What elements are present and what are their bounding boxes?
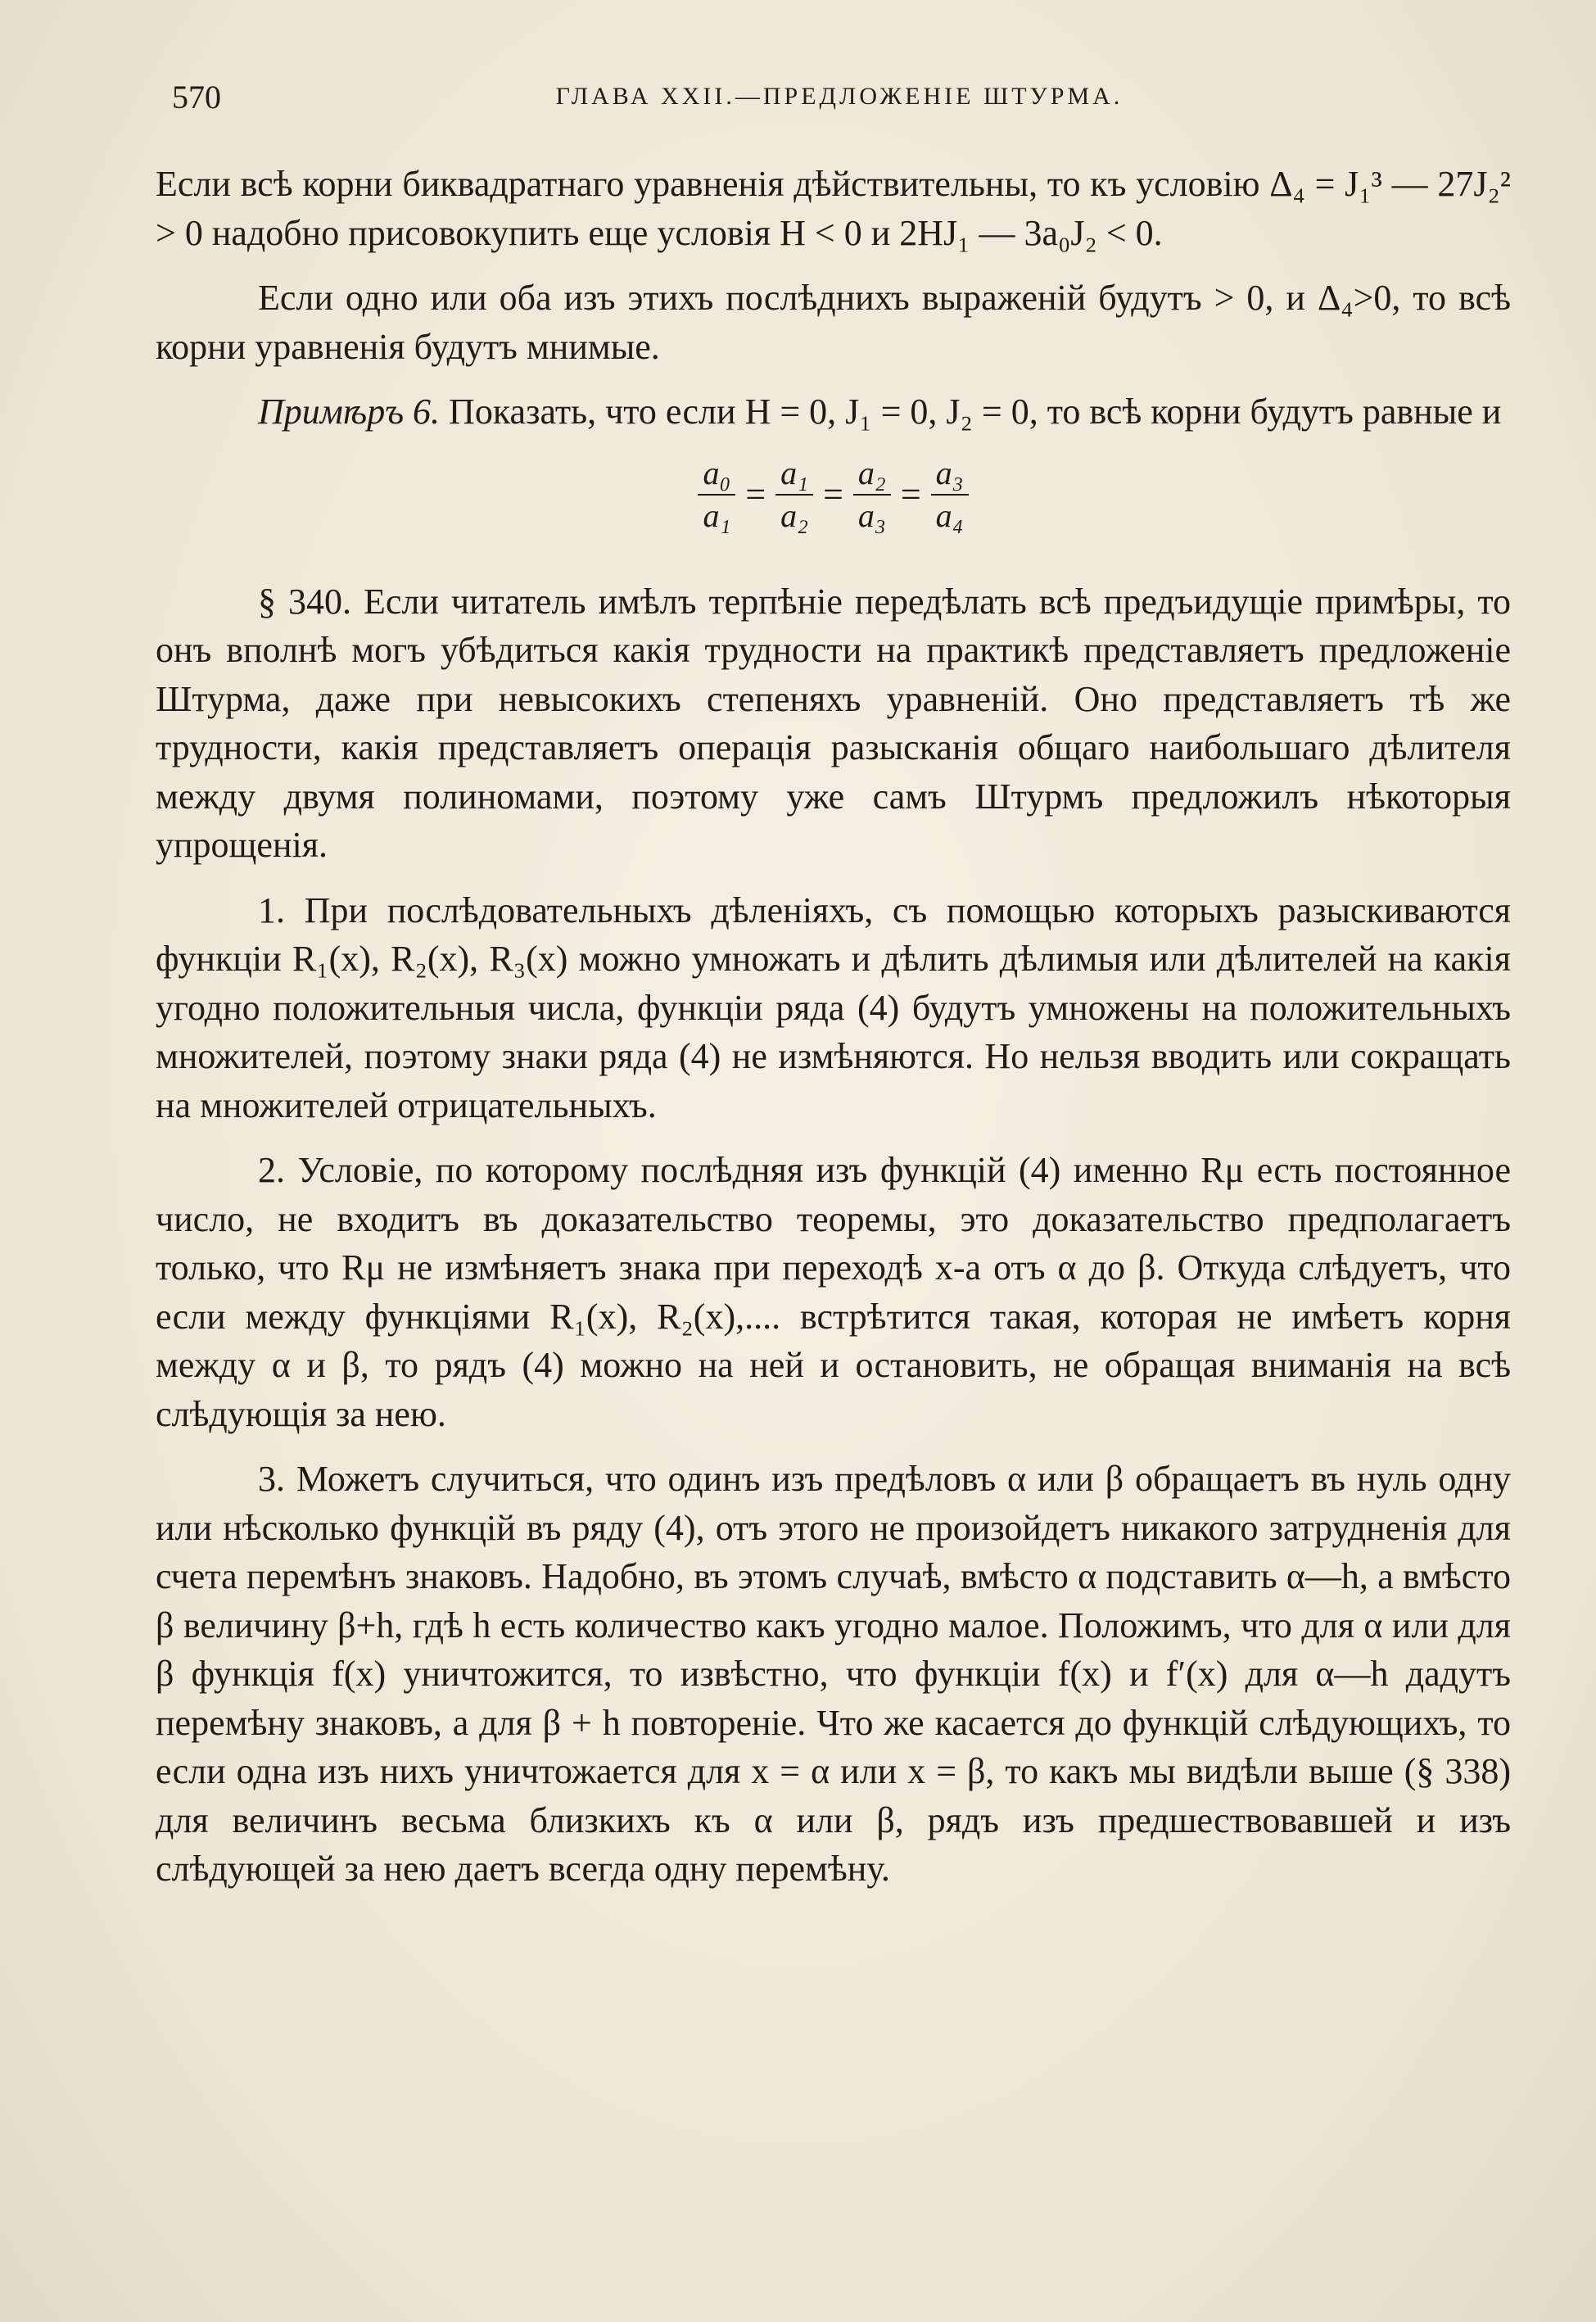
equals-sign: = xyxy=(745,473,766,514)
page-number: 570 xyxy=(172,79,221,115)
example-label: Примѣръ 6. xyxy=(258,392,441,432)
paragraph-simplification-3: 3. Можетъ случиться, что одинъ изъ предѣловъ α или β обращаетъ въ нуль одну или нѣсколько функцій въ ряду (4), отъ этого не произойдетъ никакого затрудненія для счета перемѣнъ знаковъ. Надобно, въ этомъ случаѣ, вмѣсто α подставить α—h, а вмѣсто β величину β+h, гдѣ h есть количество какъ угодно малое. Положимъ, что для α или для β функція f(x) уничтожится, то извѣстно, что функціи f(x) и f′(x) для α—h дадутъ перемѣну знаковъ, а для β + h повтореніе. Что же касается до функцій слѣдующихъ, то если одна изъ нихъ уничтожается для x = α или x = β, то какъ мы видѣли выше (§ 338) для величинъ весьма близкихъ къ α или β, рядъ изъ предшествовавшей и изъ слѣдующей за нею даетъ всегда одну перемѣну. xyxy=(156,1459,1511,1889)
paragraph-simplification-2: 2. Условіе, по которому послѣдняя изъ функцій (4) именно Rμ есть постоянное число, не входитъ въ доказательство теоремы, это доказательство предполагаетъ только, что Rμ не измѣняетъ знака при переходѣ x-а отъ α до β. Откуда слѣдуетъ, что если между функціями R₁(x), R₂(x),.... встрѣтится такая, которая не имѣетъ корня между α и β, то рядъ (4) можно на ней и остановить, не обращая вниманія на всѣ слѣдующія за нею. xyxy=(156,1150,1511,1434)
numerator: a₁ xyxy=(775,453,813,496)
fraction xyxy=(850,453,894,536)
equals-sign: = xyxy=(900,473,921,514)
denominator: a₁ xyxy=(703,496,731,534)
page-body xyxy=(156,160,1511,1910)
page-header xyxy=(172,78,1507,127)
denominator: a₂ xyxy=(780,496,809,534)
paragraph-biquadratic-conditions: Если всѣ корни биквадратнаго уравненія дѣйствительны, то къ условію Δ₄ = J₁³ — 27J₂² > 0 надобно присовокупить еще условія H < 0 и 2HJ₁ — 3a₀J₂ < 0. xyxy=(156,164,1511,253)
denominator: a₃ xyxy=(857,496,886,534)
paragraph-example-6 xyxy=(156,387,1511,437)
fraction xyxy=(694,453,739,536)
paragraph-imaginary-roots: Если одно или оба изъ этихъ послѣднихъ выраженій будутъ > 0, и Δ₄>0, то всѣ корни уравненія будутъ мнимые. xyxy=(156,278,1511,367)
fraction xyxy=(772,453,816,536)
paragraph-section-340: § 340. Если читатель имѣлъ терпѣніе передѣлать всѣ предъидущіе примѣры, то онъ вполнѣ могъ убѣдиться какія трудности на практикѣ представляетъ предложеніе Штурма, даже при невысокихъ степеняхъ уравненій. Оно представляетъ тѣ же трудности, какія представляетъ операція разысканія общаго наибольшаго дѣлителя между двумя полиномами, поэтому уже самъ Штурмъ предложилъ нѣкоторыя упрощенія. xyxy=(156,581,1511,865)
numerator: a₃ xyxy=(931,453,969,496)
equals-sign: = xyxy=(823,473,843,514)
ratio-formula xyxy=(156,453,1511,536)
paragraph-simplification-1: 1. При послѣдовательныхъ дѣленіяхъ, съ помощью которыхъ разыскиваются функціи R₁(x), R₂(x), R₃(x) можно умножать и дѣлить дѣлимыя или дѣлителей на какія угодно положительныя числа, функціи ряда (4) будутъ умножены на положительныхъ множителей, поэтому знаки ряда (4) не измѣняются. Но нельзя вводить или сокращать на множителей отрицательныхъ. xyxy=(156,889,1511,1125)
denominator: a₄ xyxy=(935,496,964,534)
numerator: a₀ xyxy=(698,453,735,496)
example-text: Показать, что если H = 0, J₁ = 0, J₂ = 0, то всѣ корни будутъ равные и xyxy=(440,392,1502,432)
running-head: ГЛАВА XXII.—ПРЕДЛОЖЕНІЕ ШТУРМА. xyxy=(555,83,1124,110)
fraction xyxy=(928,453,972,536)
numerator: a₂ xyxy=(853,453,891,496)
